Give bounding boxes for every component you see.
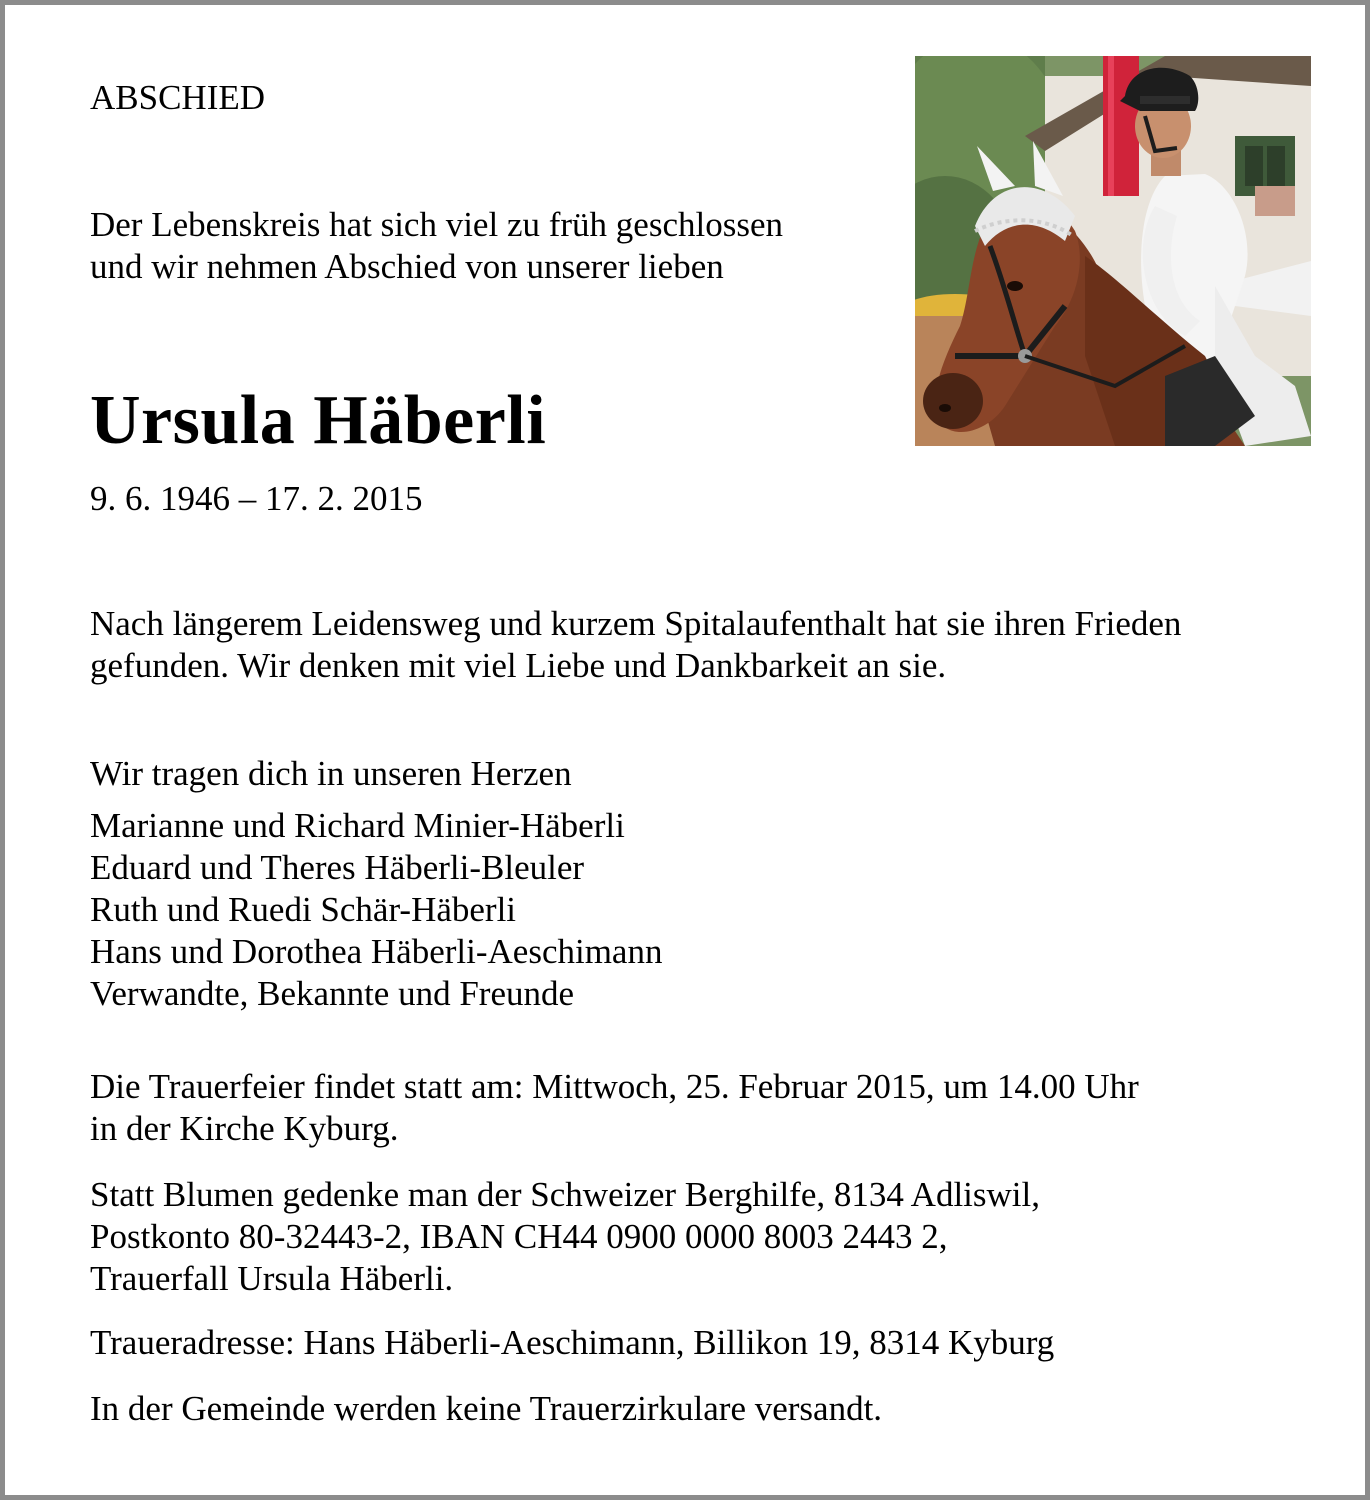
rider-on-horse-photo	[915, 56, 1311, 446]
donation-line: Trauerfall Ursula Häberli.	[90, 1259, 454, 1298]
donation-info	[90, 1174, 1040, 1300]
donation-line: Statt Blumen gedenke man der Schweizer Berghilfe, 8134 Adliswil,	[90, 1175, 1040, 1214]
mourners-list	[90, 805, 662, 1015]
mourner-entry: Marianne und Richard Minier-Häberli	[90, 806, 625, 845]
circular-notice: In der Gemeinde werden keine Trauerzirkulare versandt.	[90, 1389, 883, 1428]
life-dates: 9. 6. 1946 – 17. 2. 2015	[90, 479, 423, 518]
message-line: Nach längerem Leidensweg und kurzem Spitalaufenthalt hat sie ihren Frieden	[90, 604, 1182, 643]
mourner-entry: Hans und Dorothea Häberli-Aeschimann	[90, 932, 663, 971]
mourning-address: Traueradresse: Hans Häberli-Aeschimann, Billikon 19, 8314 Kyburg	[90, 1323, 1055, 1362]
intro-line: Der Lebenskreis hat sich viel zu früh geschlossen	[90, 205, 783, 244]
mourner-entry: Ruth und Ruedi Schär-Häberli	[90, 890, 517, 929]
tribute-line: Wir tragen dich in unseren Herzen	[90, 754, 572, 793]
message-line: gefunden. Wir denken mit viel Liebe und Dankbarkeit an sie.	[90, 646, 947, 685]
service-line: in der Kirche Kyburg.	[90, 1109, 399, 1148]
service-line: Die Trauerfeier findet statt am: Mittwoch, 25. Februar 2015, um 14.00 Uhr	[90, 1067, 1139, 1106]
mourner-entry: Eduard und Theres Häberli-Bleuler	[90, 848, 585, 887]
mourner-entry: Verwandte, Bekannte und Freunde	[90, 974, 575, 1013]
message-text	[90, 603, 1181, 687]
intro-line: und wir nehmen Abschied von unserer lieben	[90, 247, 724, 286]
donation-line: Postkonto 80-32443-2, IBAN CH44 0900 0000 8003 2443 2,	[90, 1217, 948, 1256]
intro-text	[90, 204, 783, 288]
notice-heading: ABSCHIED	[90, 78, 266, 117]
deceased-name: Ursula Häberli	[90, 382, 547, 459]
service-info	[90, 1066, 1139, 1150]
